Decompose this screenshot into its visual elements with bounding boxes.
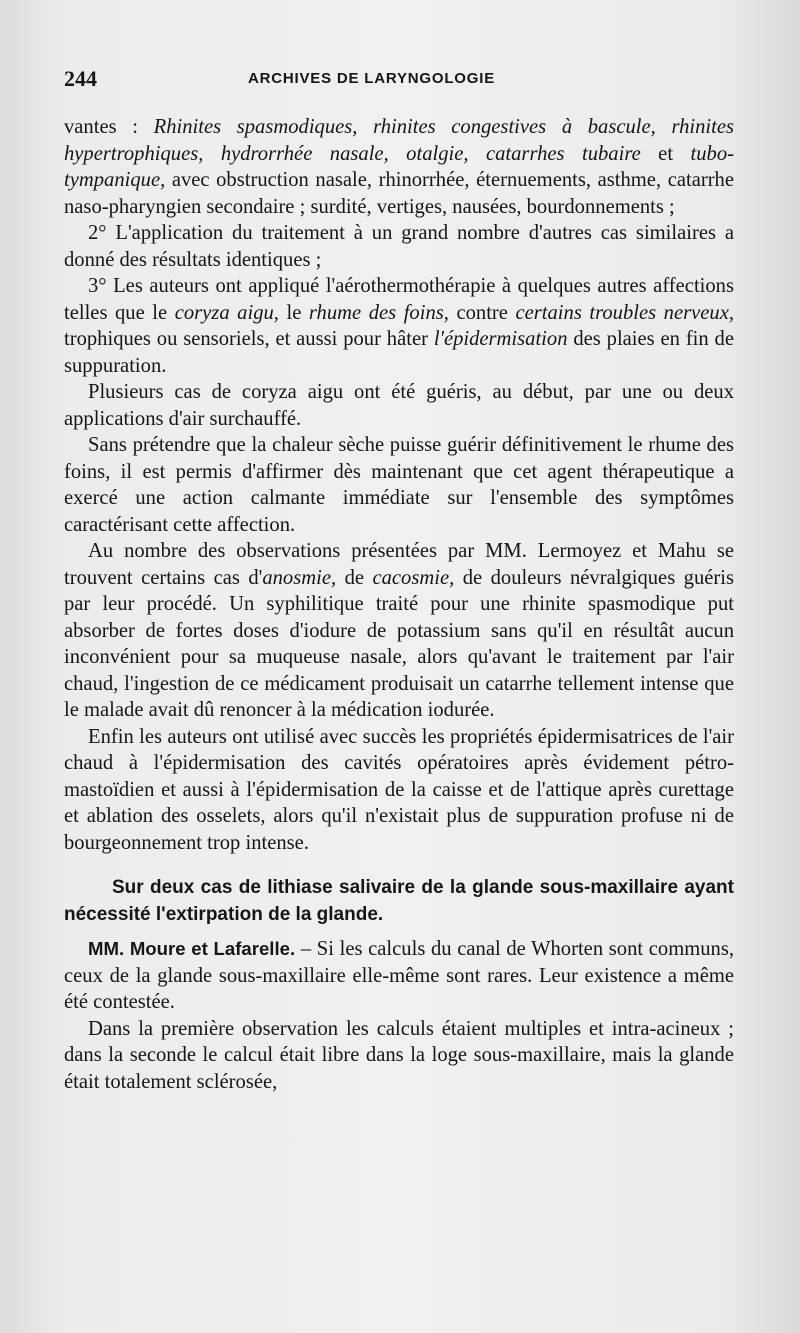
italic-run: anosmie, [262,566,337,589]
italic-run: cacosmie, [372,566,455,589]
italic-run: l'épidermisation [433,328,568,350]
body-text [64,114,734,1095]
text-run: contre [448,301,516,324]
paragraph-first-observation: Dans la première observation les calculs étaient multiples et intra-acineux ; dans la seconde le calcul était libre dans la loge sous-maxillaire, mais la glande était totalement sclérosée, [64,1017,734,1093]
section-title: Sur deux cas de lithiase salivaire de la glande sous-maxillaire ayant nécessité l'extirpation de la glande. [64,877,734,925]
text-run: et [640,142,691,165]
page-number: 244 [64,66,97,91]
text-run: des plaies en fin de suppuration. [64,328,734,377]
italic-run: tubo-tympanique, [64,142,734,191]
paragraph-point-3 [64,273,734,379]
paragraph-symptoms-list [64,114,734,220]
italic-run: rhume des foins, [308,301,449,324]
italic-run: coryza aigu, [174,301,279,324]
paragraph-authors-intro [64,936,734,1016]
page-header [64,66,730,96]
paragraph-hay-fever: Sans prétendre que la chaleur sèche puisse guérir définitivement le rhume des foins, il est permis d'affirmer dès maintenant que cet agent thérapeutique a exercé une action calmante immédiate sur l'ensemble des symptômes caractérisant cette affection. [64,434,734,536]
text-run: trophiques ou sensoriels, et aussi pour hâter [64,328,434,350]
authors-name: MM. Moure et Lafarelle. [88,938,296,959]
paragraph-point-2: 2° L'application du traitement à un grand nombre d'autres cas similaires a donné des résultats identiques ; [64,222,734,271]
italic-run: Rhinites spasmodiques, rhinites congestives à bascule, rhinites hypertrophiques, hydrorrhée nasale, otalgie, catarrhes tubaire [64,116,734,165]
text-run: 3° Les auteurs ont appliqué l'aérothermothérapie à quelques autres affections telles que le [64,275,734,324]
text-run: avec obstruction nasale, rhinorrhée, éternuements, asthme, catarrhe naso-pharyngien secondaire ; surdité, vertiges, nausées, bourdonnements ; [64,169,734,218]
text-run: – Si les calculs du canal de Whorten sont communs, ceux de la glande sous-maxillaire elle-même sont rares. Leur existence a même été contestée. [64,938,735,1013]
text-run: Au nombre des observations présentées par MM. Lermoyez et Mahu se trouvent certains cas d' [64,540,734,589]
paragraph-coryza: Plusieurs cas de coryza aigu ont été guéris, au début, par une ou deux applications d'air surchauffé. [64,381,734,430]
italic-run: certains troubles nerveux, [515,301,734,324]
paragraph-epidermisation: Enfin les auteurs ont utilisé avec succès les propriétés épidermisatrices de l'air chaud à l'épidermisation des cavités opératoires après évidement pétro-mastoïdien et aussi à l'épidermisation de la caisse et de l'attique après curettage et ablation des osselets, alors qu'il n'existait plus de suppuration profuse ni de bourgeonnement trop intense. [64,725,734,854]
text-run: vantes : [64,116,154,138]
text-run: de [336,566,373,589]
text-run: le [278,301,309,324]
paragraph-observations [64,538,734,724]
running-head: ARCHIVES DE LARYNGOLOGIE [248,70,495,87]
text-run: de douleurs névralgiques guéris par leur procédé. Un syphilitique traité pour une rhinite spasmodique put absorber de fortes doses d'iodure de potassium sans qu'il en résultât aucun inconvénient pour sa muqueuse nasale, alors qu'avant le traitement par l'air chaud, l'ingestion de ce médicament produisait un catarrhe tellement intense que le malade avait dû renoncer à la médication iodurée. [64,566,734,721]
